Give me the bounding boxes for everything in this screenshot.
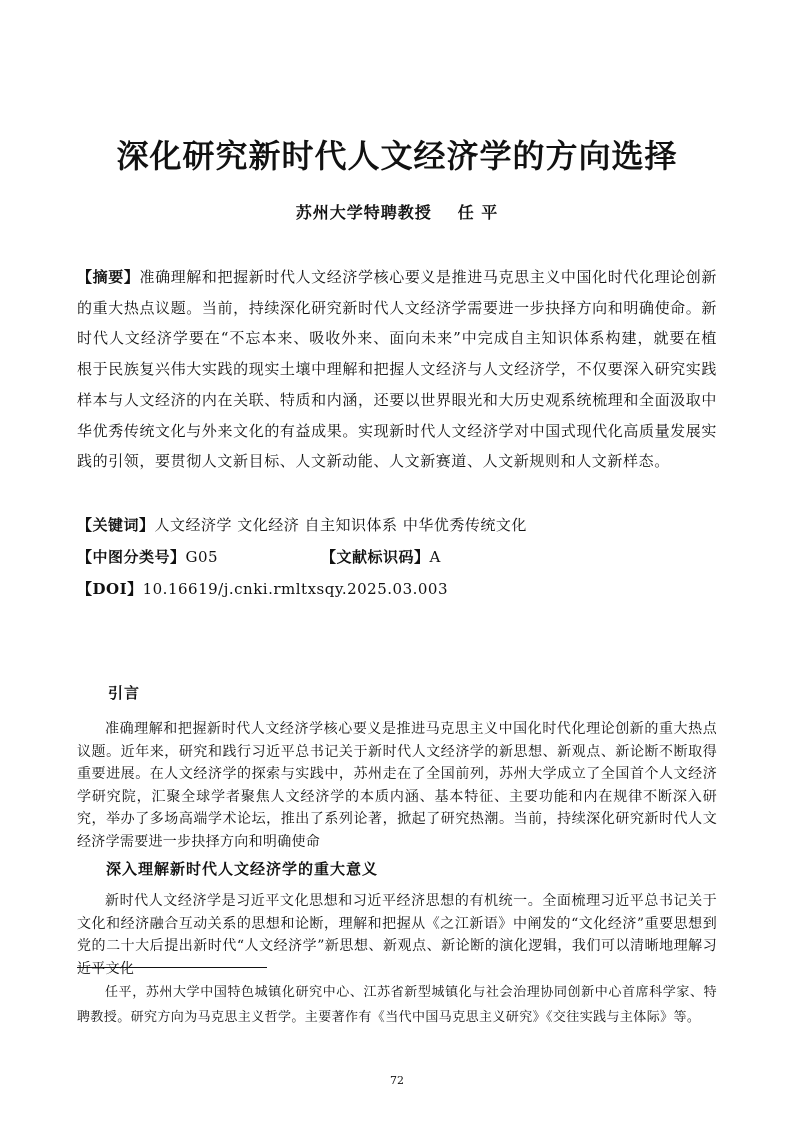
keywords-line bbox=[77, 514, 527, 535]
doi-label: 【DOI】 bbox=[77, 580, 143, 598]
section-heading: 深入理解新时代人文经济学的重大意义 bbox=[106, 860, 379, 878]
author-footnote: 任平，苏州大学中国特色城镇化研究中心、江苏省新型城镇化与社会治理协同创新中心首席科学家、特聘教授。研究方向为马克思主义哲学。主要著作有《当代中国马克思主义研究》《交往实践与主体际》等。 bbox=[77, 985, 717, 1025]
author-name: 任 平 bbox=[457, 203, 499, 222]
keywords-text: 人文经济学 文化经济 自主知识体系 中华优秀传统文化 bbox=[154, 516, 527, 534]
classification-line bbox=[77, 546, 441, 567]
doc-code-group bbox=[321, 546, 441, 567]
intro-paragraph: 准确理解和把握新时代人文经济学核心要义是推进马克思主义中国化时代化理论创新的重大热点议题。近年来，研究和践行习近平总书记关于新时代人文经济学的新思想、新观点、新论断不断取得重要进展。在人文经济学的探索与实践中，苏州走在了全国前列，苏州大学成立了全国首个人文经济学研究院，汇聚全球学者聚焦人文经济学的本质内涵、基本特征、主要功能和内在规律不断深入研究，举办了多场高端学术论坛，推出了系列论著，掀起了研究热潮。当前，持续深化研究新时代人文经济学需要进一步抉择方向和明确使命 bbox=[77, 721, 717, 850]
intro-heading: 引言 bbox=[108, 684, 141, 702]
doc-code-label: 【文献标识码】 bbox=[321, 548, 430, 566]
abstract bbox=[77, 262, 717, 477]
doi-line bbox=[77, 578, 448, 599]
abstract-text: 准确理解和把握新时代人文经济学核心要义是推进马克思主义中国化时代化理论创新的重大热点议题。当前，持续深化研究新时代人文经济学需要进一步抉择方向和明确使命。新时代人文经济学要在“不忘本来、吸收外来、面向未来”中完成自主知识体系构建，就要在植根于民族复兴伟大实践的现实土壤中理解和把握人文经济与人文经济学，不仅要深入研究实践样本与人文经济的内在关联、特质和内涵，还要以世界眼光和大历史观系统梳理和全面汲取中华优秀传统文化与外来文化的有益成果。实现新时代人文经济学对中国式现代化高质量发展实践的引领，要贯彻人文新目标、人文新动能、人文新赛道、人文新规则和人文新样态。 bbox=[77, 268, 717, 471]
article-title: 深化研究新时代人文经济学的方向选择 bbox=[116, 137, 678, 175]
classification-label: 【中图分类号】 bbox=[77, 548, 186, 566]
section-paragraph: 新时代人文经济学是习近平文化思想和习近平经济思想的有机统一。全面梳理习近平总书记关于文化和经济融合互动关系的思想和论断，理解和把握从《之江新语》中阐发的“文化经济”重要思想到党的二十大后提出新时代“人文经济学”新思想、新观点、新论断的演化逻辑，我们可以清晰地理解习近平文化 bbox=[77, 893, 717, 977]
doi-value: 10.16619/j.cnki.rmltxsqy.2025.03.003 bbox=[142, 580, 449, 598]
keywords-label: 【关键词】 bbox=[77, 516, 155, 534]
author-line bbox=[0, 200, 794, 223]
footnote-divider bbox=[77, 967, 267, 968]
author-affiliation: 苏州大学特聘教授 bbox=[295, 203, 432, 222]
classification-value: G05 bbox=[185, 548, 219, 566]
doc-code-value: A bbox=[429, 548, 441, 566]
abstract-label: 【摘要】 bbox=[77, 268, 140, 286]
page-number: 72 bbox=[390, 1074, 404, 1087]
